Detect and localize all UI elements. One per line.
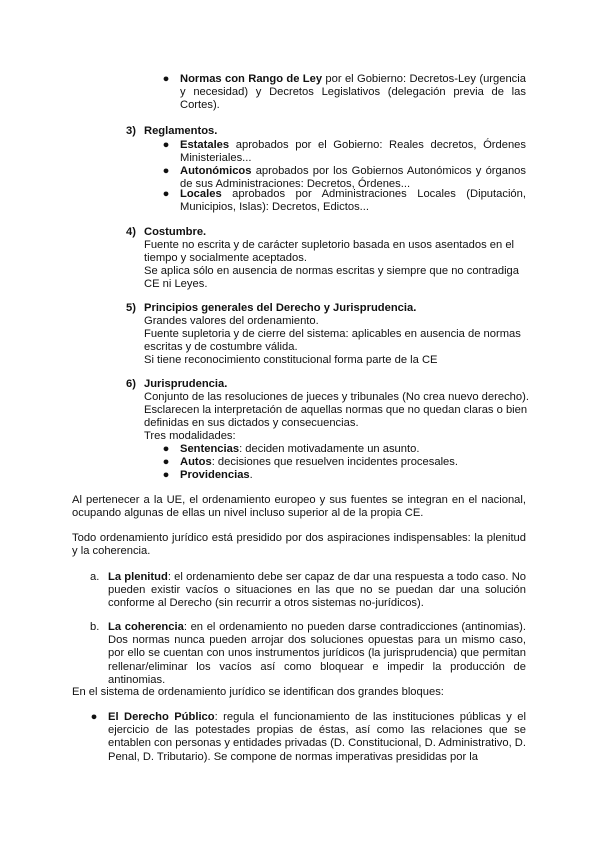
term-providencias: Providencias [180,469,250,481]
text-line: Fuente no escrita y de carácter supletorio basada en usos asentados en el [144,239,515,251]
text-line: Fuente supletoria y de cierre del sistema: aplicables en ausencia de normas [144,328,521,340]
term-plenitud: La plenitud [108,571,168,583]
term-sentencias: Sentencias [180,443,240,455]
text-line: Esclarecen la interpretación de aquellas normas que no quedan claras o bien [144,404,528,416]
section-number: 3) [126,125,136,137]
term-locales: Locales [180,188,222,200]
section-title-reglamentos: Reglamentos. [144,125,218,137]
item-text: : deciden motivadamente un asunto. [239,443,420,455]
item-text: aprobados por Administraciones Locales (Diputación, Municipios, Islas): Decretos, Edictos... [180,188,526,214]
text-line: definidas en sus dictados y consecuencias. [144,417,359,429]
section-title-principios: Principios generales del Derecho y Jurisprudencia. [144,302,417,314]
list-item [180,73,526,113]
bullet-icon: ● [162,188,170,200]
section-title-costumbre: Costumbre. [144,226,207,238]
item-text: : el ordenamiento debe ser capaz de dar una respuesta a todo caso. No pueden existir vacíos o situaciones en las que no se puedan dar una solución conforme al Derecho (sin recurrir a otros sistemas no-jurídicos). [108,571,526,610]
text-line: Si tiene reconocimiento constitucional forma parte de la CE [144,354,438,366]
bullet-icon: ● [162,443,170,455]
list-item [180,456,458,469]
text-line: CE ni Leyes. [144,278,208,290]
list-item-derecho-publico [108,711,526,764]
text-line: tiempo y socialmente aceptados. [144,252,307,264]
list-item [180,139,526,165]
item-text: . [249,469,253,481]
list-item [180,188,526,214]
text-line: Se aplica sólo en ausencia de normas escritas y siempre que no contradiga [144,265,519,277]
item-text: : regula el funcionamiento de las instituciones públicas y el ejercicio de las potestades propias de éstas, así como las relaciones que se entablen con personas y entidades privadas (D. Constitucional, D. Administrativo, D. Penal, D. Tributario). Se compone de normas imperativas presididas por la [108,711,526,763]
bullet-icon: ● [162,469,170,481]
list-marker: a. [90,571,100,583]
term-derecho-publico: El Derecho Público [108,711,215,723]
term-coherencia: La coherencia [108,621,184,633]
section-number: 5) [126,302,136,314]
item-text: : en el ordenamiento no pueden darse contradicciones (antinomias). Dos normas nunca pueden arrojar dos soluciones opuestas para un mismo caso, por ello se cuentan con unos instrumentos jurídicos (la jurisprudencia) que permitan rellenar/eliminar los vacíos así como bloquear e impedir la producción de antinomias. [108,621,526,686]
term-normas-rango-ley: Normas con Rango de Ley [180,73,323,85]
section-number: 6) [126,378,136,390]
bullet-icon: ● [90,711,98,723]
bullet-icon: ● [162,139,170,151]
section-number: 4) [126,226,136,238]
list-item [180,469,253,482]
item-text: por el Gobierno: Decretos-Ley (urgencia y necesidad) y Decretos Legislativos (delegación previa de las Cortes). [180,73,526,112]
item-text: : decisiones que resuelven incidentes procesales. [211,456,458,468]
bullet-icon: ● [162,73,170,85]
item-text: aprobados por los Gobiernos Autonómicos y órganos de sus Administraciones: Decretos, Órdenes... [180,165,526,191]
list-item-coherencia [108,621,526,687]
text-line: Grandes valores del ordenamiento. [144,315,319,327]
text-line: Conjunto de las resoluciones de jueces y tribunales (No crea nuevo derecho). [144,391,529,403]
paragraph-aspiraciones: Todo ordenamiento jurídico está presidido por dos aspiraciones indispensables: la plenitud y la coherencia. [72,532,526,558]
text-line: Tres modalidades: [144,430,236,442]
item-text: aprobados por el Gobierno: Reales decretos, Órdenes Ministeriales... [180,139,526,165]
bullet-icon: ● [162,456,170,468]
term-autonomicos: Autonómicos [180,165,252,177]
text-line: escritas y de costumbre válida. [144,341,298,353]
term-autos: Autos [180,456,212,468]
bullet-icon: ● [162,165,170,177]
list-marker: b. [90,621,100,633]
section-title-jurisprudencia: Jurisprudencia. [144,378,228,390]
list-item [180,443,419,456]
list-item-plenitud [108,571,526,611]
term-estatales: Estatales [180,139,230,151]
paragraph-ue: Al pertenecer a la UE, el ordenamiento europeo y sus fuentes se integran en el nacional, ocupando algunas de ellas un nivel incluso superior al de la propia CE. [72,494,526,520]
paragraph-bloques: En el sistema de ordenamiento jurídico se identifican dos grandes bloques: [72,686,444,698]
